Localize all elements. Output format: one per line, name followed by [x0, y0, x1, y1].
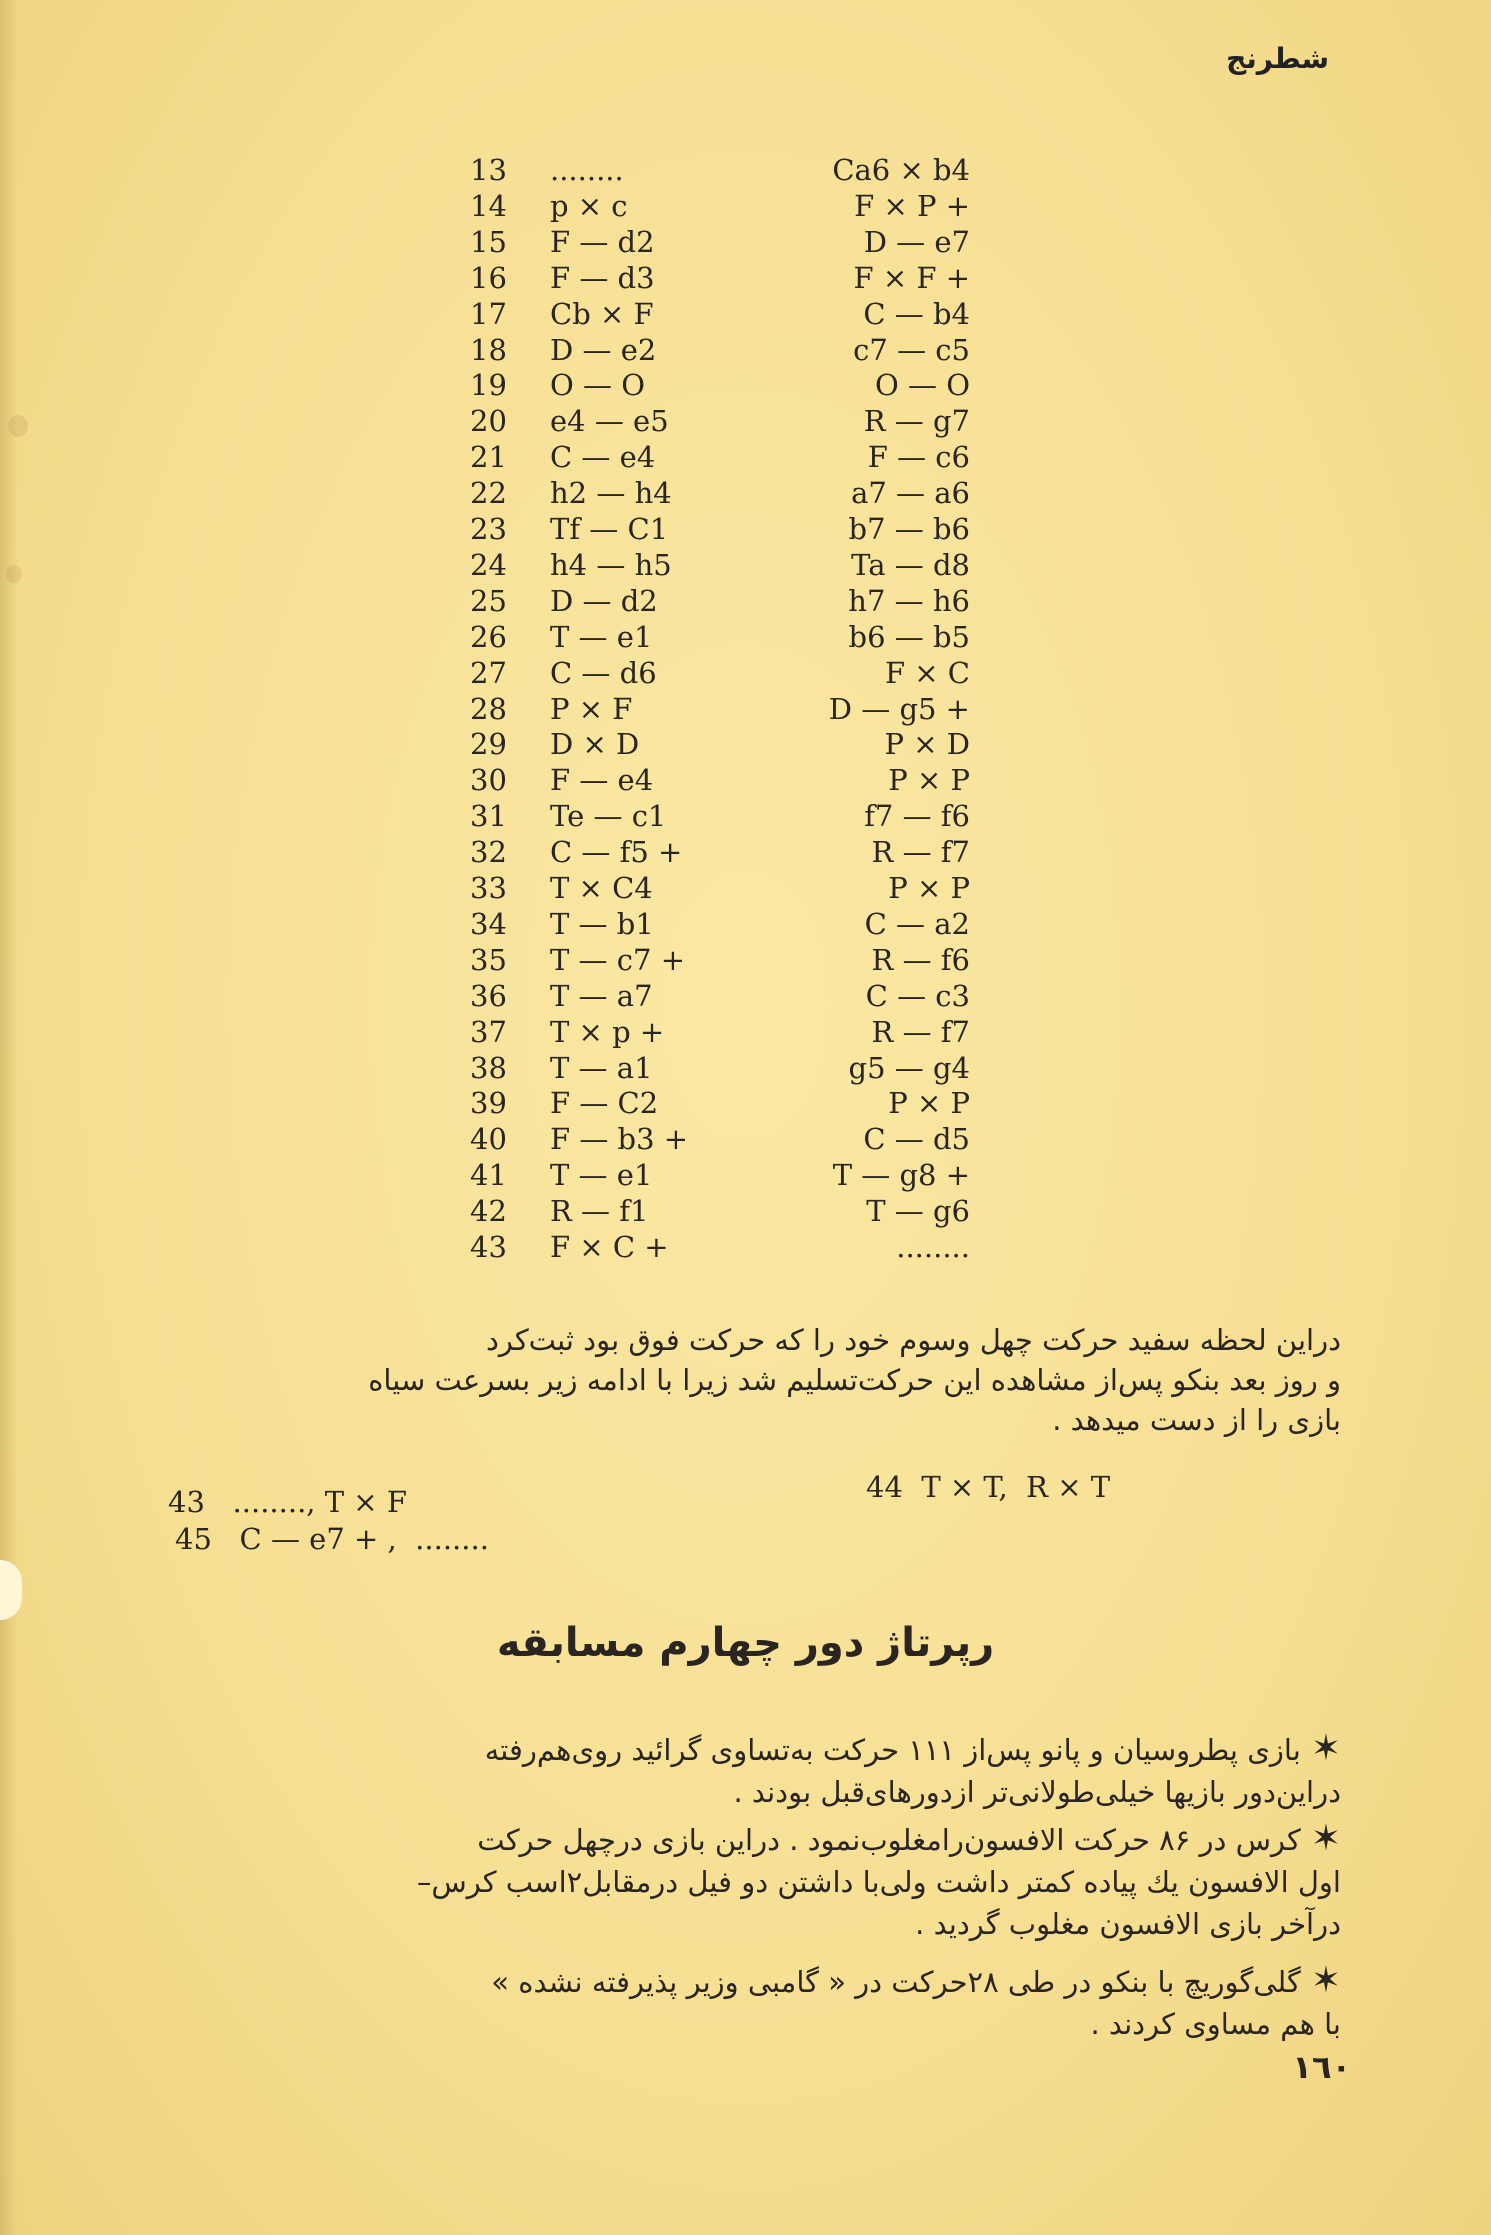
black-move: R — g7 [863, 404, 970, 439]
move-number: 28 [470, 691, 507, 726]
black-move: b6 — b5 [848, 619, 970, 654]
move-number: 27 [470, 655, 507, 690]
page-header-title: شطرنج [1226, 42, 1329, 75]
white-move: F — e4 [550, 763, 654, 798]
black-move: ........ [896, 1230, 970, 1264]
white-move: D — e2 [550, 332, 657, 367]
star-icon: ✶ [1310, 1818, 1341, 1859]
commentary-line: و روز بعد بنکو پس‌از مشاهده این حرکت‌تسلیم شد زیرا با ادامه زیر بسرعت سیاه [368, 1363, 1341, 1397]
move-number: 21 [470, 440, 507, 475]
section-heading: رپرتاژ دور چهارم مسابقه [496, 1620, 995, 1666]
move-number: 32 [470, 835, 507, 870]
move-number: 33 [470, 871, 507, 905]
move-row [0, 726, 1491, 762]
white-move: F — d3 [550, 260, 655, 295]
move-number: 37 [470, 1014, 507, 1049]
move-row [0, 798, 1491, 834]
white-move: Te — c1 [550, 799, 667, 834]
move-row [0, 511, 1491, 547]
move-number: 29 [470, 727, 507, 762]
move-row [0, 942, 1491, 978]
move-row [0, 439, 1491, 475]
move-row [0, 152, 1491, 188]
move-number: 36 [470, 978, 507, 1013]
move-row [0, 655, 1491, 691]
move-row [0, 296, 1491, 332]
black-move: F × C [884, 655, 970, 690]
move-row [0, 583, 1491, 619]
black-move: Ca6 × b4 [832, 153, 970, 187]
black-move: C — a2 [864, 906, 970, 941]
page-number: ۱٦۰ [1292, 2048, 1351, 2086]
move-number: 30 [470, 763, 507, 798]
star-icon: ✶ [1310, 1728, 1341, 1769]
page-tear [0, 1560, 22, 1620]
move-number: 18 [470, 332, 507, 367]
white-move: Tf — C1 [550, 512, 669, 546]
move-number: 16 [470, 260, 507, 295]
white-move: T × C4 [550, 871, 653, 905]
move-row [0, 403, 1491, 439]
report-item [141, 1728, 1341, 1813]
black-move: R — f7 [871, 835, 970, 870]
white-move: T — c7 + [550, 942, 685, 977]
white-move: F — C2 [550, 1086, 659, 1121]
move-row [0, 906, 1491, 942]
white-move: R — f1 [550, 1194, 649, 1229]
black-move: T — g6 [866, 1194, 970, 1229]
move-number: 26 [470, 619, 507, 654]
black-move: a7 — a6 [851, 476, 970, 511]
move-row [0, 870, 1491, 906]
black-move: P × P [888, 871, 970, 905]
move-row [0, 547, 1491, 583]
move-number: 42 [470, 1194, 507, 1229]
black-move: F × F + [853, 260, 970, 295]
move-number: 38 [470, 1050, 507, 1085]
report-item [141, 1818, 1341, 1945]
report-line: اول الافسون یك پیاده کمتر داشت ولی‌با داشتن دو فیل درمقابل۲اسب کرس– [416, 1865, 1341, 1899]
black-move: D — e7 [863, 224, 970, 259]
white-move: Cb × F [550, 296, 654, 331]
white-move: h2 — h4 [550, 476, 672, 511]
move-number: 41 [470, 1158, 507, 1193]
white-move: D × D [550, 727, 640, 762]
report-line: با هم مساوی کردند . [1090, 2007, 1341, 2041]
move-row [0, 691, 1491, 727]
commentary-paragraph [141, 1320, 1341, 1440]
continuation-line-1: 43 ........, T × F [168, 1485, 407, 1519]
black-move: C — c3 [865, 978, 970, 1013]
star-icon: ✶ [1310, 1960, 1341, 2001]
move-row [0, 762, 1491, 798]
black-move: P × P [888, 1086, 970, 1121]
report-line: بازی پطروسیان و پانو پس‌از ۱۱۱ حرکت به‌تساوی گرائید روی‌هم‌رفته [484, 1733, 1301, 1767]
move-row [0, 1050, 1491, 1086]
move-number: 25 [470, 583, 507, 618]
black-move: g5 — g4 [848, 1050, 970, 1085]
black-move: P × D [884, 727, 970, 762]
white-move: ........ [550, 153, 624, 187]
move-number: 39 [470, 1086, 507, 1121]
move-number: 40 [470, 1122, 507, 1157]
black-move: b7 — b6 [848, 512, 970, 546]
move-row [0, 1014, 1491, 1050]
white-move: C — e4 [550, 440, 656, 475]
move-row [0, 1157, 1491, 1193]
move-number: 35 [470, 942, 507, 977]
move-row [0, 834, 1491, 870]
black-move: Ta — d8 [851, 547, 970, 582]
black-move: R — f6 [871, 942, 970, 977]
move-row [0, 978, 1491, 1014]
move-row [0, 475, 1491, 511]
continuation-line-1-right: 44 T × T, R × T [866, 1470, 1111, 1504]
move-number: 31 [470, 799, 507, 834]
black-move: P × P [888, 763, 970, 798]
move-row [0, 1085, 1491, 1121]
white-move: T × p + [550, 1014, 665, 1049]
continuation-line-2: 45 C — e7 + , ........ [175, 1522, 489, 1556]
black-move: h7 — h6 [848, 583, 970, 618]
move-number: 22 [470, 476, 507, 511]
move-row [0, 260, 1491, 296]
white-move: C — d6 [550, 655, 657, 690]
white-move: C — f5 + [550, 835, 683, 870]
move-row [0, 1121, 1491, 1157]
move-number: 43 [470, 1230, 507, 1264]
move-number: 24 [470, 547, 507, 582]
white-move: T — a7 [550, 978, 653, 1013]
commentary-line: دراین لحظه سفید حرکت چهل وسوم خود را که حرکت فوق بود ثبت‌کرد [485, 1323, 1341, 1357]
move-row [0, 224, 1491, 260]
report-line: درآخر بازی الافسون مغلوب گردید . [915, 1907, 1341, 1941]
move-row [0, 619, 1491, 655]
white-move: T — b1 [550, 906, 654, 941]
white-move: F — b3 + [550, 1122, 689, 1157]
report-line: دراین‌دور بازیها خیلی‌طولانی‌تر ازدورهای‌قبل بودند . [733, 1775, 1341, 1809]
black-move: D — g5 + [828, 691, 970, 726]
white-move: e4 — e5 [550, 404, 669, 439]
move-number: 15 [470, 224, 507, 259]
white-move: O — O [550, 368, 645, 403]
move-row [0, 1193, 1491, 1229]
black-move: F × P + [854, 188, 970, 223]
black-move: C — b4 [863, 296, 970, 331]
white-move: T — e1 [550, 619, 653, 654]
move-number: 17 [470, 296, 507, 331]
white-move: h4 — h5 [550, 547, 672, 582]
move-number: 13 [470, 153, 507, 187]
black-move: R — f7 [871, 1014, 970, 1049]
white-move: T — e1 [550, 1158, 653, 1193]
black-move: f7 — f6 [864, 799, 970, 834]
white-move: P × F [550, 691, 633, 726]
black-move: O — O [875, 368, 970, 403]
white-move: F × C + [550, 1230, 669, 1264]
white-move: F — d2 [550, 224, 655, 259]
white-move: T — a1 [550, 1050, 653, 1085]
move-number: 20 [470, 404, 507, 439]
move-number: 23 [470, 512, 507, 546]
move-number: 19 [470, 368, 507, 403]
black-move: C — d5 [863, 1122, 970, 1157]
white-move: D — d2 [550, 583, 658, 618]
move-row [0, 367, 1491, 403]
move-number: 14 [470, 188, 507, 223]
move-row [0, 332, 1491, 368]
report-line: کرس در ۸۶ حرکت الافسون‌رامغلوب‌نمود . دراین بازی درچهل حرکت [477, 1823, 1301, 1857]
move-row [0, 1229, 1491, 1265]
commentary-line: بازی را از دست میدهد . [1052, 1403, 1341, 1437]
report-item [141, 1960, 1341, 2045]
black-move: F — c6 [867, 440, 970, 475]
report-line: گلی‌گوریچ با بنکو در طی ۲۸حرکت در « گامبی وزیر پذیرفته نشده » [491, 1965, 1301, 1999]
move-row [0, 188, 1491, 224]
white-move: p × c [550, 188, 628, 223]
black-move: c7 — c5 [853, 332, 970, 367]
move-number: 34 [470, 906, 507, 941]
black-move: T — g8 + [832, 1158, 970, 1193]
